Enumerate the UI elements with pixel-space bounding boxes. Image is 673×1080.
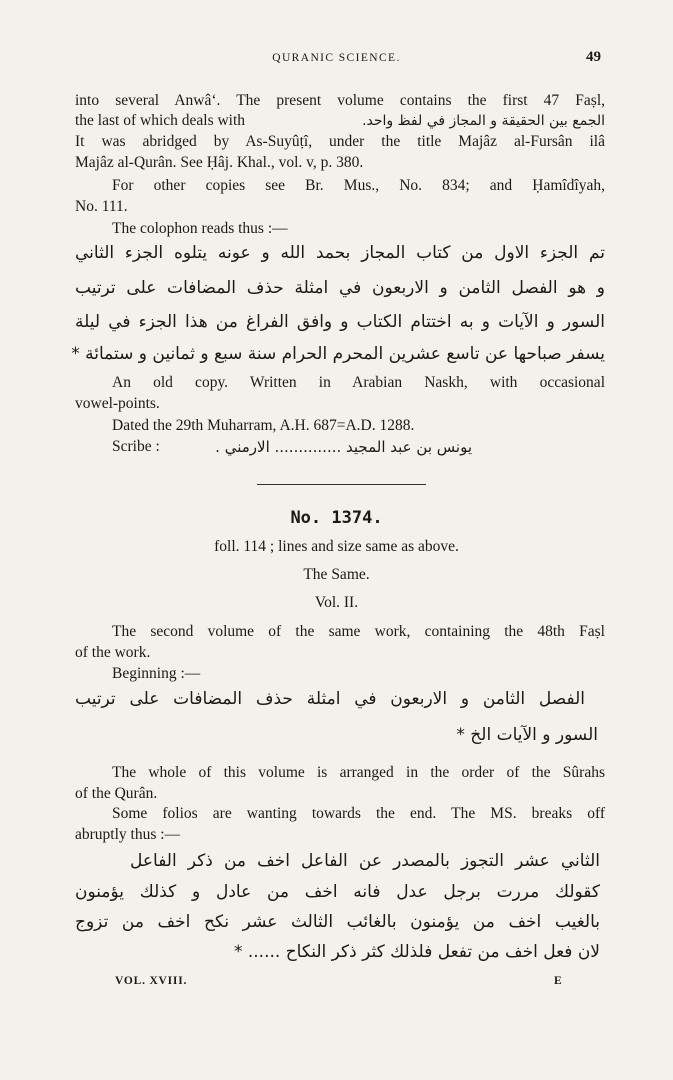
volume-footer: VOL. XVIII. <box>115 975 188 987</box>
desc-line1: An old copy. Written in Arabian Naskh, with occasional <box>112 374 605 391</box>
beginning-arabic-2: السور و الآيات الخ * <box>456 725 598 745</box>
entry-title: The Same. <box>303 566 370 583</box>
colophon-line-3: السور و الآيات و به اختتام الكتاب و وافق الفراغ من هذا الجزء في ليلة <box>75 312 605 332</box>
colophon-intro: The colophon reads thus :— <box>112 220 288 237</box>
para3-line2: of the work. <box>75 644 151 661</box>
ending-arabic-1: الثاني عشر التجوز بالمصدر عن الفاعل اخف من ذكر الفاعل <box>130 851 600 871</box>
dated-line: Dated the 29th Muharram, A.H. 687=A.D. 1288. <box>112 417 415 434</box>
ending-arabic-2: كقولك مررت برجل عدل فانه اخف من عادل و كذلك يؤمنون <box>75 882 600 902</box>
para2-line2: No. 111. <box>75 198 128 215</box>
para4-line3: Some folios are wanting towards the end. The MS. breaks off <box>112 805 605 822</box>
arabic-phrase: الجمع بين الحقيقة و المجاز في لفظ واحد <box>366 113 605 129</box>
scribe-label: Scribe : <box>112 438 160 455</box>
running-title: QURANIC SCIENCE. <box>272 52 401 64</box>
scribe-name: يونس بن عبد المجيد .............. الارمني . <box>215 438 472 456</box>
entry-number: No. 1374. <box>290 508 383 528</box>
para4-line4: abruptly thus :— <box>75 826 181 843</box>
beginning-arabic-1: الفصل الثامن و الاربعون في امثلة حذف المضافات على ترتيب <box>75 689 585 709</box>
ending-arabic-3: بالغيب اخف من يؤمنون بالغائب الثالث عشر نكح اخف من تزوج <box>75 912 600 932</box>
para1-line1: into several Anwâ‘. The present volume contains the first 47 Faṣl, <box>75 92 605 109</box>
entry-volume: Vol. II. <box>314 594 359 611</box>
para1-line2 <box>75 111 605 131</box>
para4-line1: The whole of this volume is arranged in the order of the Sûrahs <box>112 764 605 781</box>
para1-line4: Majâz al-Qurân. See Ḥâj. Khal., vol. v, p. 380. <box>75 154 364 171</box>
para1-line2-arabic <box>362 111 605 131</box>
signature-mark: E <box>554 975 562 987</box>
para4-line2: of the Qurân. <box>75 785 158 802</box>
ending-arabic-4: لان فعل اخف من تفعل فلذلك كثر ذكر النكاح ...... * <box>233 942 600 962</box>
page-number: 49 <box>586 49 601 65</box>
folio-info: foll. 114 ; lines and size same as above. <box>214 538 459 555</box>
para1-line2-text: the last of which deals with <box>75 112 246 129</box>
para1-line3: It was abridged by As-Suyûṭî, under the title Majâz al-Fursân ilâ <box>75 133 605 150</box>
section-divider <box>257 484 426 485</box>
colophon-line-2: و هو الفصل الثامن و الاربعون في امثلة حذف المضافات على ترتيب <box>75 278 605 298</box>
beginning-label: Beginning :— <box>112 665 201 682</box>
scribe-line <box>112 437 472 457</box>
period: . <box>362 113 367 129</box>
para2-line1: For other copies see Br. Mus., No. 834; and Ḥamîdîyah, <box>112 177 605 194</box>
desc-line2: vowel-points. <box>75 395 160 412</box>
colophon-line-4: يسفر صباحها عن تاسع عشرين المحرم الحرام سنة سبع و ثمانين و ستمائة * <box>71 344 605 364</box>
colophon-line-1: تم الجزء الاول من كتاب المجاز بحمد الله و عونه يتلوه الجزء الثاني <box>75 243 605 263</box>
para3-line1: The second volume of the same work, containing the 48th Faṣl <box>112 623 605 640</box>
